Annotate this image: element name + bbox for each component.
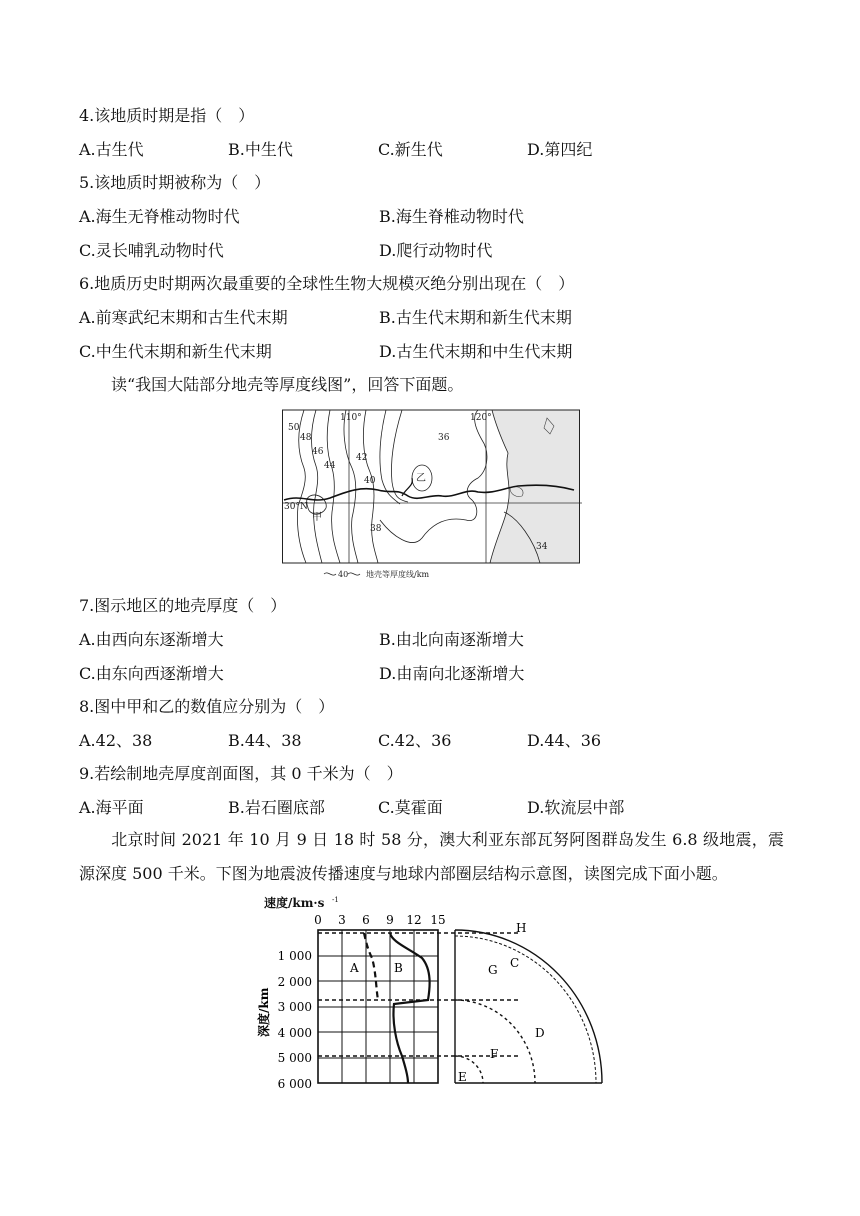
- layer-c-label: C: [510, 956, 520, 970]
- wave-b-label: B: [394, 961, 403, 975]
- y-tick-4000: 4 000: [277, 1026, 312, 1040]
- layer-f-label: F: [490, 1047, 499, 1061]
- option-8c: C.42、36: [378, 731, 452, 750]
- depth-axis-label: 深度/km: [257, 987, 271, 1037]
- option-6b: B.古生代末期和新生代末期: [379, 308, 572, 327]
- earthquake-intro: [79, 823, 784, 891]
- question-5-stem: 5.该地质时期被称为（ ）: [79, 173, 271, 192]
- option-7b: B.由北向南逐渐增大: [379, 630, 524, 649]
- speed-axis-exponent: -1: [332, 896, 339, 904]
- x-tick-0: 0: [314, 913, 322, 927]
- contour-label-46: 46: [312, 447, 324, 457]
- layer-d-label: D: [535, 1026, 545, 1040]
- question-9-stem: 9.若绘制地壳厚度剖面图，其 0 千米为（ ）: [79, 764, 403, 783]
- contour-label-48: 48: [300, 433, 312, 443]
- x-tick-3: 3: [338, 913, 346, 927]
- option-4a: A.古生代: [79, 140, 144, 159]
- option-4c: C.新生代: [378, 140, 443, 159]
- option-5b: B.海生脊椎动物时代: [379, 207, 524, 226]
- option-6a: A.前寒武纪末期和古生代末期: [79, 308, 288, 327]
- option-8d: D.44、36: [527, 731, 602, 750]
- point-yi-label: 乙: [416, 473, 426, 484]
- seismic-wave-diagram: [250, 892, 612, 1092]
- option-7c: C.由东向西逐渐增大: [79, 664, 224, 683]
- option-5c: C.灵长哺乳动物时代: [79, 241, 224, 260]
- option-6c: C.中生代末期和新生代末期: [79, 342, 272, 361]
- speed-axis-label: 速度/km·s: [264, 896, 325, 910]
- legend-sample-value: 40: [338, 570, 349, 579]
- contour-label-40: 40: [364, 476, 376, 486]
- wave-a-label: A: [350, 961, 359, 975]
- x-tick-15: 15: [430, 913, 446, 927]
- contour-label-36: 36: [438, 433, 450, 443]
- option-9a: A.海平面: [79, 798, 144, 817]
- point-jia-label: 甲: [312, 512, 322, 523]
- y-tick-3000: 3 000: [277, 1000, 312, 1014]
- contour-label-34: 34: [536, 542, 548, 552]
- longitude-label-110: 110°: [340, 413, 362, 423]
- latitude-label-30n: 30°N: [284, 502, 308, 512]
- option-8a: A.42、38: [79, 731, 153, 750]
- contour-label-50: 50: [288, 423, 300, 433]
- x-tick-9: 9: [386, 913, 394, 927]
- contour-label-44: 44: [324, 461, 336, 471]
- option-9c: C.莫霍面: [378, 798, 443, 817]
- contour-label-42: 42: [356, 453, 368, 463]
- option-9d: D.软流层中部: [527, 798, 625, 817]
- y-tick-6000: 6 000: [277, 1077, 312, 1091]
- question-6-stem: 6.地质历史时期两次最重要的全球性生物大规模灭绝分别出现在（ ）: [79, 274, 575, 293]
- earthquake-intro-text: 北京时间 2021 年 10 月 9 日 18 时 58 分，澳大利亚东部瓦努阿图群岛发生 6.8 级地震，震源深度 500 千米。下图为地震波传播速度与地球内部圈层结构示意图，读图完成下面小题。: [79, 830, 784, 883]
- option-9b: B.岩石圈底部: [228, 798, 325, 817]
- option-4d: D.第四纪: [527, 140, 593, 159]
- layer-g-label: G: [488, 963, 498, 977]
- option-5d: D.爬行动物时代: [379, 241, 493, 260]
- layer-h-label: H: [516, 921, 527, 935]
- longitude-label-120: 120°: [470, 413, 492, 423]
- question-7-stem: 7.图示地区的地壳厚度（ ）: [79, 596, 287, 615]
- option-8b: B.44、38: [228, 731, 302, 750]
- option-7a: A.由西向东逐渐增大: [79, 630, 224, 649]
- y-tick-5000: 5 000: [277, 1051, 312, 1065]
- legend-text: 地壳等厚度线/km: [366, 570, 430, 579]
- crust-thickness-map: [282, 408, 582, 583]
- x-tick-6: 6: [362, 913, 370, 927]
- question-4-stem: 4.该地质时期是指（ ）: [79, 106, 255, 125]
- option-6d: D.古生代末期和中生代末期: [379, 342, 573, 361]
- option-5a: A.海生无脊椎动物时代: [79, 207, 240, 226]
- y-tick-2000: 2 000: [277, 975, 312, 989]
- option-7d: D.由南向北逐渐增大: [379, 664, 525, 683]
- question-8-stem: 8.图中甲和乙的数值应分别为（ ）: [79, 697, 335, 716]
- layer-e-label: E: [458, 1070, 467, 1084]
- contour-label-38: 38: [370, 524, 382, 534]
- x-tick-12: 12: [406, 913, 422, 927]
- map-intro: 读“我国大陆部分地壳等厚度线图”，回答下面题。: [111, 375, 464, 394]
- y-tick-1000: 1 000: [277, 949, 312, 963]
- option-4b: B.中生代: [228, 140, 293, 159]
